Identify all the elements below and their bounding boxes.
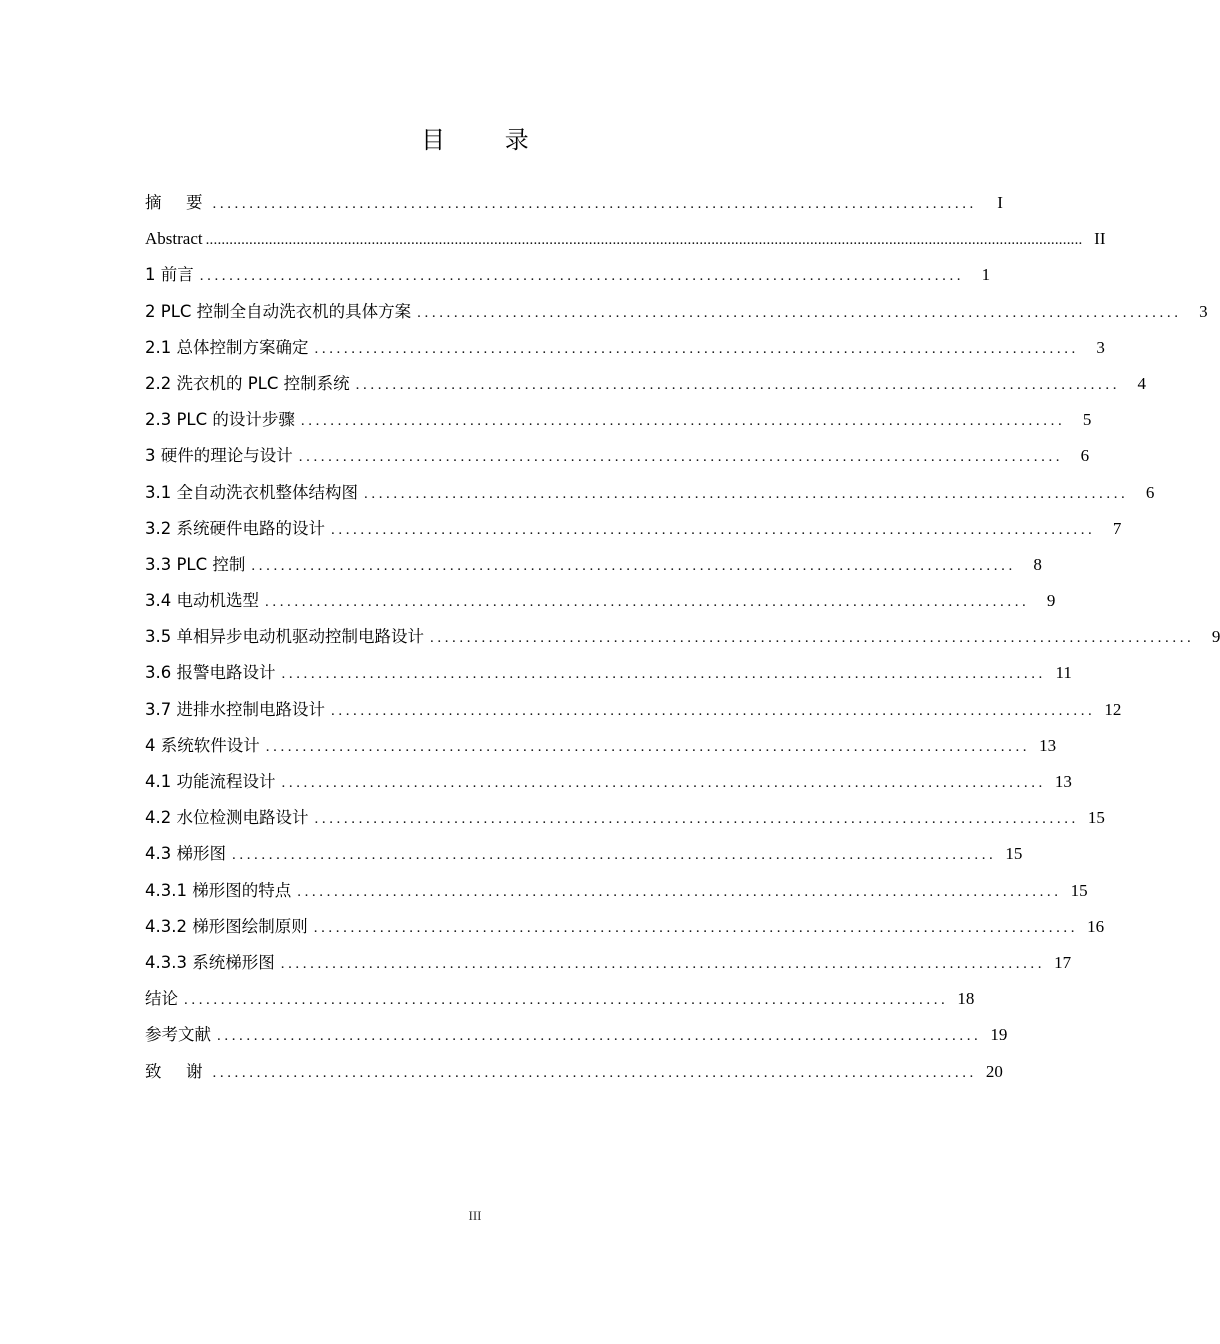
toc-entry-label: 4.3.1 梯形图的特点 — [145, 880, 292, 900]
toc-entry[interactable] — [145, 801, 1105, 837]
toc-dot-leader: ........................................................................................................ — [355, 376, 1121, 393]
toc-entry[interactable] — [145, 946, 1072, 982]
toc-entry[interactable] — [145, 765, 1072, 801]
toc-entry-label: 3.4 电动机选型 — [145, 591, 259, 611]
toc-dot-leader: ........................................................................................................ — [364, 485, 1129, 502]
toc-entry[interactable] — [145, 837, 1023, 873]
toc-entry-label: 3.7 进排水控制电路设计 — [145, 699, 325, 719]
toc-entry-page: 3 — [1199, 301, 1208, 321]
toc-entry-page: 16 — [1087, 916, 1105, 936]
toc-entry-page: II — [1094, 229, 1106, 249]
page-number: III — [468, 1208, 482, 1223]
toc-entry[interactable] — [145, 584, 1056, 620]
toc-entry-label: 3.2 系统硬件电路的设计 — [145, 518, 325, 538]
toc-entry-page: 3 — [1096, 337, 1105, 357]
toc-entry-label: 4.1 功能流程设计 — [145, 772, 276, 791]
toc-dot-leader: ........................................................................................................ — [265, 594, 1030, 611]
toc-dot-leader: ........................................................................................................ — [314, 811, 1079, 828]
toc-entry-page: 20 — [985, 1061, 1003, 1081]
toc-entry[interactable] — [145, 331, 1105, 367]
toc-entry[interactable] — [145, 403, 1092, 439]
toc-entry-label: 3.1 全自动洗衣机整体结构图 — [145, 482, 358, 502]
toc-entry-page: I — [997, 193, 1003, 212]
toc-dot-leader: ........................................................................................................ — [199, 268, 965, 285]
toc-entry-page: 6 — [1145, 482, 1155, 502]
toc-dot-leader: ........................................................................................................ — [217, 1028, 982, 1045]
toc-entry[interactable] — [145, 222, 1106, 258]
toc-entry-page: 4 — [1137, 373, 1147, 393]
toc-entry[interactable] — [145, 548, 1042, 584]
toc-entry[interactable] — [145, 295, 1208, 331]
toc-entry-page: 9 — [1046, 591, 1056, 611]
toc-entry[interactable] — [145, 982, 975, 1018]
toc-entry-label: 4.2 水位检测电路设计 — [145, 808, 309, 828]
toc-dot-leader: ........................................................................................................ — [212, 1064, 977, 1081]
toc-entry-page: 7 — [1112, 518, 1122, 538]
toc-entry-label: 2 PLC 控制全自动洗衣机的具体方案 — [145, 301, 412, 321]
toc-dot-leader: ........................................................................................................ — [313, 919, 1079, 936]
toc-entry-label: 4.3.2 梯形图绘制原则 — [145, 916, 308, 936]
toc-entry-label: 3.6 报警电路设计 — [145, 663, 276, 683]
toc-dot-leader: ........................................................................................................ — [281, 666, 1046, 683]
toc-entry-label: 2.1 总体控制方案确定 — [145, 337, 309, 357]
toc-dot-leader: ........................................................................................................ — [300, 413, 1066, 430]
toc-entry[interactable] — [145, 186, 1003, 222]
toc-entry-page: 15 — [1087, 808, 1105, 828]
toc-entry-page: 11 — [1055, 663, 1072, 683]
toc-entry-page: 15 — [1005, 844, 1023, 864]
toc-entry-label: 2.2 洗衣机的 PLC 控制系统 — [145, 373, 350, 393]
toc-entry-page: 8 — [1033, 554, 1042, 574]
toc-dot-leader: ........................................................................................................ — [331, 521, 1096, 538]
toc-entry-label: 参考文献 — [145, 1025, 211, 1045]
toc-dot-leader: ........................................................................................................ — [314, 340, 1079, 357]
toc-entry[interactable] — [145, 1055, 1003, 1091]
toc-dot-leader: ........................................................................................................ — [297, 883, 1062, 900]
toc-entry[interactable] — [145, 910, 1105, 946]
toc-entry[interactable] — [145, 439, 1090, 475]
toc-entry[interactable] — [145, 693, 1122, 729]
toc-entry-page: 5 — [1082, 410, 1092, 430]
toc-dot-leader: ........................................................................................................ — [281, 775, 1046, 791]
toc-dot-leader: ........................................................................................................ — [251, 557, 1016, 574]
toc-entry-page: 1 — [981, 265, 991, 285]
toc-entry-page: 17 — [1054, 952, 1072, 972]
toc-entry-label: 4.3.3 系统梯形图 — [145, 952, 275, 972]
toc-entry-label: 3.3 PLC 控制 — [145, 554, 246, 574]
toc-title: 目 录 — [421, 126, 555, 154]
toc-entry[interactable] — [145, 367, 1147, 403]
toc-entry-page: 12 — [1104, 699, 1122, 719]
table-of-contents — [145, 186, 1220, 1091]
toc-entry-page: 18 — [957, 989, 975, 1009]
toc-entry-label: Abstract — [145, 229, 203, 249]
toc-entry[interactable] — [145, 620, 1220, 656]
toc-entry-label: 2.3 PLC 的设计步骤 — [145, 410, 295, 430]
toc-dot-leader: ........................................................................................................ — [280, 955, 1046, 972]
toc-entry[interactable] — [145, 476, 1155, 512]
toc-dot-leader: ........................................................................................................ — [212, 196, 977, 212]
toc-entry-label: 3.5 单相异步电动机驱动控制电路设计 — [145, 627, 424, 647]
toc-entry-label: 1 前言 — [145, 265, 194, 285]
toc-entry-label: 摘 要 — [145, 193, 207, 212]
toc-dot-leader: .............................................................................................................................................................................................................................. — [205, 232, 1083, 249]
toc-entry-page: 13 — [1039, 735, 1057, 755]
toc-entry[interactable] — [145, 656, 1072, 692]
toc-entry[interactable] — [145, 512, 1122, 548]
toc-dot-leader: ........................................................................................................ — [298, 449, 1064, 466]
toc-dot-leader: ........................................................................................................ — [430, 630, 1195, 647]
toc-entry-label: 结论 — [145, 989, 178, 1009]
toc-dot-leader: ........................................................................................................ — [184, 992, 949, 1009]
toc-entry-page: 13 — [1054, 772, 1072, 791]
toc-entry[interactable] — [145, 1018, 1008, 1054]
toc-entry-page: 19 — [990, 1025, 1008, 1045]
toc-entry-label: 致 谢 — [145, 1061, 207, 1081]
toc-dot-leader: ........................................................................................................ — [417, 304, 1182, 321]
toc-entry-label: 4.3 梯形图 — [145, 844, 226, 864]
toc-dot-leader: ........................................................................................................ — [331, 702, 1096, 719]
toc-entry-label: 4 系统软件设计 — [145, 735, 260, 755]
toc-entry[interactable] — [145, 874, 1088, 910]
toc-dot-leader: ........................................................................................................ — [265, 738, 1031, 755]
toc-entry[interactable] — [145, 258, 991, 294]
toc-entry-page: 15 — [1070, 880, 1088, 900]
toc-entry-page: 6 — [1080, 446, 1090, 466]
toc-entry[interactable] — [145, 729, 1057, 765]
toc-entry-page: 9 — [1211, 627, 1220, 647]
toc-entry-label: 3 硬件的理论与设计 — [145, 446, 293, 466]
toc-dot-leader: ........................................................................................................ — [232, 847, 997, 864]
